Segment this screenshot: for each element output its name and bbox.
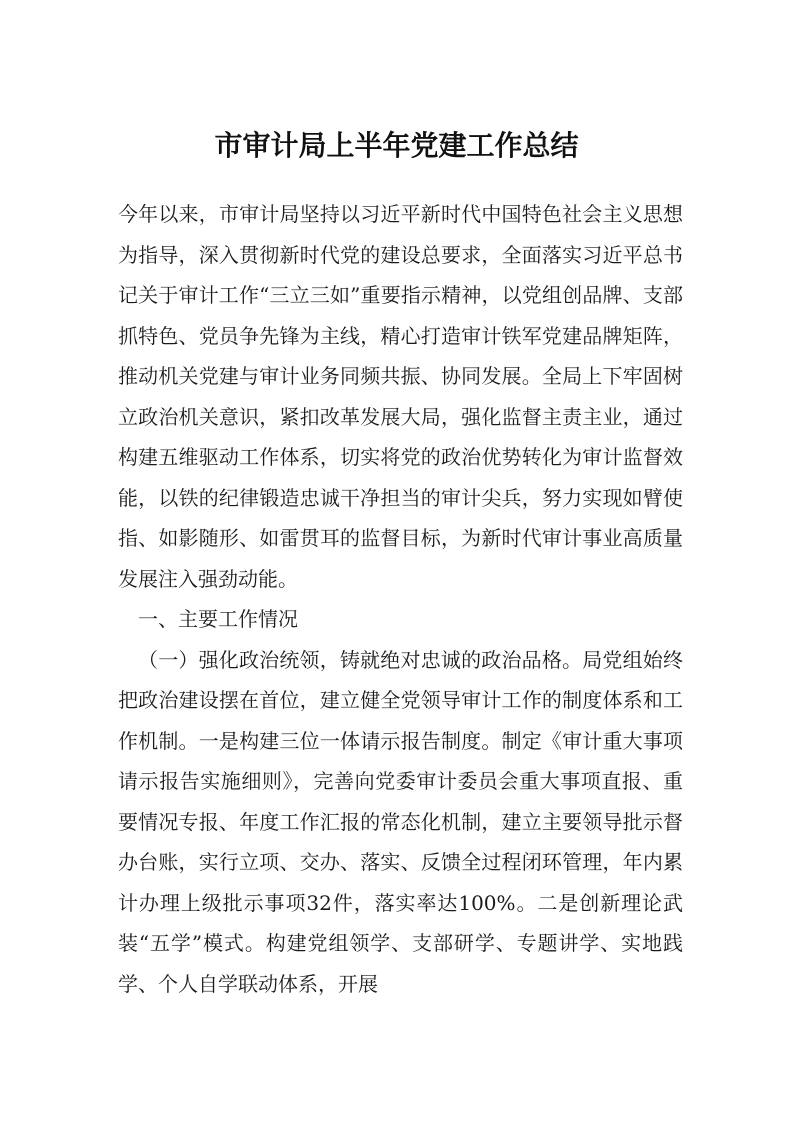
intro-paragraph: 今年以来，市审计局坚持以习近平新时代中国特色社会主义思想为指导，深入贯彻新时代党的建设总要求，全面落实习近平总书记关于审计工作“三立三如”重要指示精神，以党组创品牌、支部抓特色、党员争先锋为主线，精心打造审计铁军党建品牌矩阵，推动机关党建与审计业务同频共振、协同发展。全局上下牢固树立政治机关意识，紧扣改革发展大局，强化监督主责主业，通过构建五维驱动工作体系，切实将党的政治优势转化为审计监督效能，以铁的纪律锻造忠诚干净担当的审计尖兵，努力实现如臂使指、如影随形、如雷贯耳的监督目标，为新时代审计事业高质量发展注入强劲动能。 — [118, 202, 683, 591]
document-title: 市审计局上半年党建工作总结 — [214, 129, 579, 162]
section-heading: 一、主要工作情况 — [138, 607, 298, 631]
document-body — [118, 194, 683, 1004]
section-paragraph: （一）强化政治统领，铸就绝对忠诚的政治品格。局党组始终把政治建设摆在首位，建立健全党领导审计工作的制度体系和工作机制。一是构建三位一体请示报告制度。制定《审计重大事项请示报告实施细则》，完善向党委审计委员会重大事项直报、重要情况专报、年度工作汇报的常态化机制，建立主要领导批示督办台账，实行立项、交办、落实、反馈全过程闭环管理，年内累计办理上级批示事项32件，落实率达100%。二是创新理论武装“五学”模式。构建党组领学、支部研学、专题讲学、实地践学、个人自学联动体系，开展 — [118, 647, 683, 996]
